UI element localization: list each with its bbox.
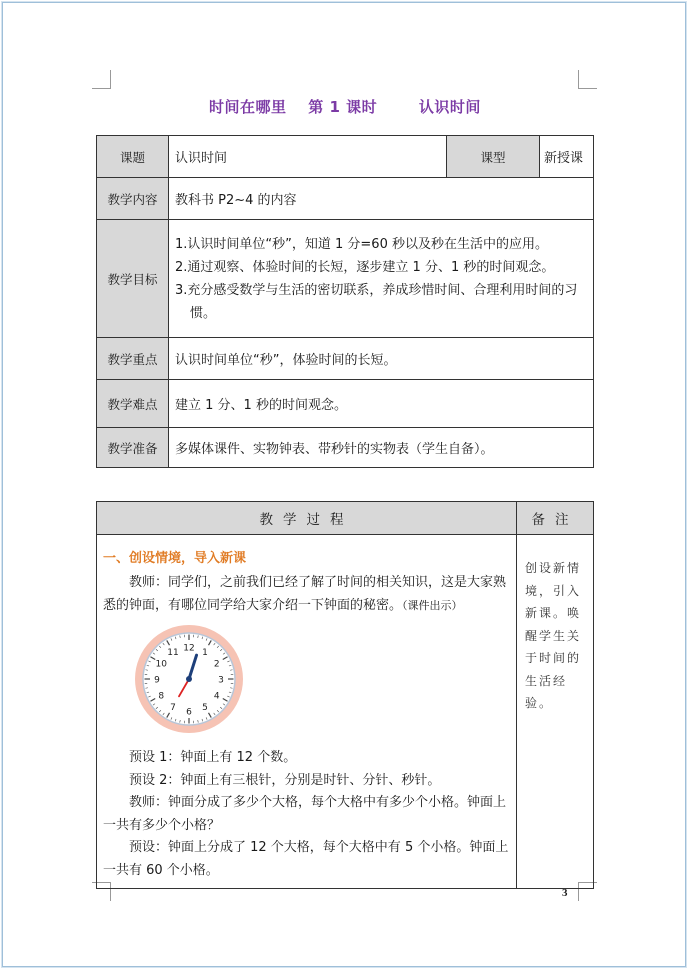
key-label: 教学重点 — [97, 338, 169, 380]
difficulty-value: 建立 1 分、1 秒的时间观念。 — [169, 380, 594, 428]
clock-number: 11 — [167, 647, 179, 658]
table-row — [97, 338, 594, 380]
prep-value: 多媒体课件、实物钟表、带秒针的实物表（学生自备）。 — [169, 428, 594, 468]
clock-number: 3 — [218, 675, 224, 686]
table-row — [97, 428, 594, 468]
table-row — [97, 380, 594, 428]
table-row — [97, 136, 594, 178]
crop-mark — [578, 70, 597, 89]
key-value: 认识时间单位“秒”，体验时间的长短。 — [169, 338, 594, 380]
section-heading: 一、创设情境，导入新课 — [103, 551, 247, 566]
difficulty-label: 教学难点 — [97, 380, 169, 428]
process-header: 教学过程 — [97, 502, 517, 535]
clock-face-image — [133, 623, 245, 735]
prep-label: 教学准备 — [97, 428, 169, 468]
paragraph: 教师：同学们，之前我们已经了解了时间的相关知识，这是大家熟悉的钟面，有哪位同学给大家介绍一下钟面的秘密。（课件出示） — [103, 575, 507, 613]
table-row — [97, 220, 594, 338]
goal-item: 2.通过观察、体验时间的长短，逐步建立 1 分、1 秒的时间观念。 — [175, 259, 555, 275]
goal-item: 1.认识时间单位“秒”，知道 1 分=60 秒以及秒在生活中的应用。 — [175, 236, 548, 252]
title-unit: 时间在哪里 — [209, 98, 287, 116]
clock-number: 9 — [154, 675, 160, 686]
clock-number: 5 — [202, 703, 208, 714]
lesson-info-table — [96, 135, 594, 468]
content-label: 教学内容 — [97, 178, 169, 220]
teaching-process-table — [96, 501, 594, 889]
courseware-note: （课件出示） — [402, 598, 463, 612]
process-body — [97, 535, 517, 889]
table-row — [97, 502, 594, 535]
goals-list — [169, 220, 594, 338]
content-value: 教科书 P2~4 的内容 — [169, 178, 594, 220]
note-header: 备注 — [517, 502, 594, 535]
goals-label: 教学目标 — [97, 220, 169, 338]
paragraph: 教师：钟面分成了多少个大格，每个大格中有多少个小格。钟面上一共有多少个小格？ — [103, 795, 507, 833]
clock-number: 6 — [186, 707, 192, 718]
clock-center — [186, 676, 192, 682]
table-row — [97, 178, 594, 220]
goal-item: 3.充分感受数学与生活的密切联系，养成珍惜时间、合理利用时间的习 — [175, 282, 578, 298]
title-topic: 认识时间 — [418, 98, 481, 116]
clock-number: 12 — [183, 643, 195, 654]
page-number: 3 — [562, 887, 568, 899]
page-title — [96, 96, 594, 117]
clock-number: 2 — [213, 659, 220, 670]
type-label: 课型 — [447, 136, 540, 178]
type-value: 新授课 — [540, 136, 594, 178]
paragraph: 预设：钟面上分成了 12 个大格，每个大格中有 5 个小格。钟面上一共有 60 个小格。 — [103, 840, 509, 878]
clock-number: 1 — [202, 647, 208, 658]
clock-number: 7 — [170, 703, 176, 714]
clock-number: 8 — [158, 691, 165, 702]
paragraph: 预设 1：钟面上有 12 个数。 — [129, 750, 297, 765]
note-text: 创设新情境，引入新课。唤醒学生关于时间的生活经验。 — [517, 535, 594, 889]
clock-number: 4 — [213, 691, 220, 702]
clock-number: 10 — [155, 659, 168, 670]
goal-item: 惯。 — [190, 305, 217, 321]
course-label: 课题 — [97, 136, 169, 178]
crop-mark — [92, 70, 111, 89]
course-value: 认识时间 — [169, 136, 447, 178]
title-lesson: 第 1 课时 — [308, 98, 378, 116]
paragraph: 预设 2：钟面上有三根针，分别是时针、分针、秒针。 — [129, 772, 441, 788]
table-row — [97, 535, 594, 889]
